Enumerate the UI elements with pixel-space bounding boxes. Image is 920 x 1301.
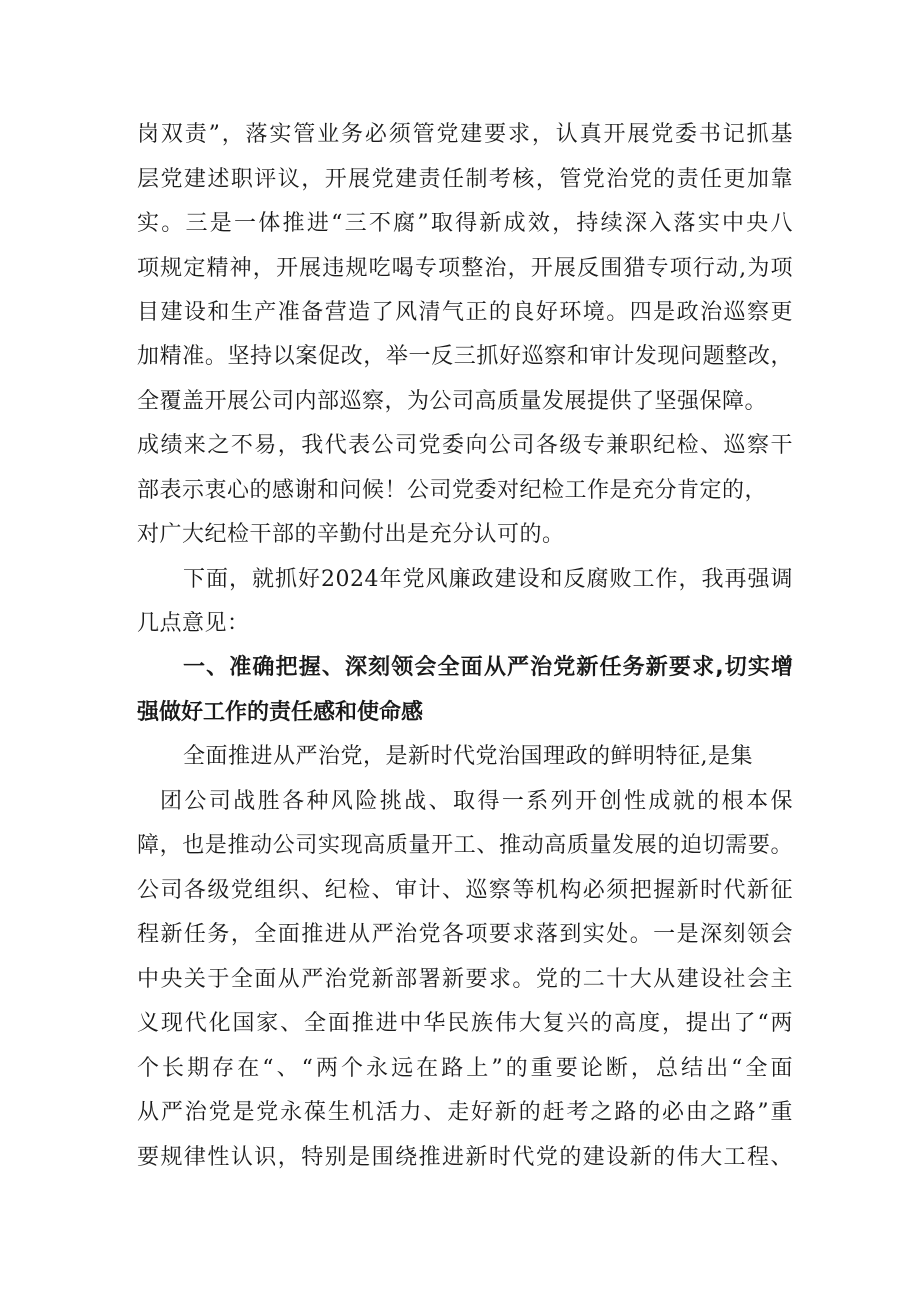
body-text-line: 实。三是一体推进“三不腐”取得新成效，持续深入落实中央八 <box>137 211 793 236</box>
body-text-line: 层党建述职评议，开展党建责任制考核，管党治党的责任更加靠 <box>137 167 793 192</box>
body-text-line: 岗双责”，落实管业务必须管党建要求，认真开展党委书记抓基 <box>137 122 793 147</box>
body-text-line: 义现代化国家、全面推进中华民族伟大复兴的高度，提出了“两 <box>137 1011 793 1036</box>
body-text-line: 目建设和生产准备营造了风清气正的良好环境。四是政治巡察更 <box>137 300 793 325</box>
body-text-line: 公司各级党组织、纪检、审计、巡察等机构必须把握新时代新征 <box>137 878 793 903</box>
section-heading-continued: 强做好工作的责任感和使命感 <box>137 700 424 725</box>
body-text-line: 个长期存在“、“两个永远在路上”的重要论断，总结出“全面 <box>137 1056 793 1081</box>
body-text-line: 障，也是推动公司实现高质量开工、推动高质量发展的迫切需要。 <box>137 833 793 858</box>
body-text-line: 对广大纪检干部的辛勤付出是充分认可的。 <box>137 522 565 547</box>
body-text-line: 要规律性认识，特别是围绕推进新时代党的建设新的伟大工程、 <box>137 1145 793 1170</box>
body-text-line: 团公司战胜各种风险挑战、取得一系列开创性成就的根本保 <box>160 789 793 814</box>
body-text-line: 全覆盖开展公司内部巡察，为公司高质量发展提供了坚强保障。 <box>137 389 768 414</box>
body-text-line: 中央关于全面从严治党新部署新要求。党的二十大从建设社会主 <box>137 967 793 992</box>
body-text-line: 加精准。坚持以案促改，举一反三抓好巡察和审计发现问题整改， <box>137 344 793 369</box>
section-heading: 一、准确把握、深刻领会全面从严治党新任务新要求,切实增 <box>183 655 793 680</box>
body-text-line: 程新任务，全面推进从严治党各项要求落到实处。一是深刻领会 <box>137 922 793 947</box>
body-text-line: 从严治党是党永葆生机活力、走好新的赶考之路的必由之路”重 <box>137 1100 793 1125</box>
body-text-line: 成绩来之不易，我代表公司党委向公司各级专兼职纪检、巡察干 <box>137 433 793 458</box>
body-text-line: 部表示衷心的感谢和问候！公司党委对纪检工作是充分肯定的， <box>137 478 768 503</box>
paragraph-first-line: 下面，就抓好2024年党风廉政建设和反腐败工作，我再强调 <box>183 567 793 592</box>
body-text-line: 几点意见： <box>137 611 250 636</box>
paragraph-first-line: 全面推进从严治党，是新时代党治国理政的鲜明特征,是集 <box>183 744 753 769</box>
body-text-line: 项规定精神，开展违规吃喝专项整治，开展反围猎专项行动,为项 <box>137 256 793 281</box>
